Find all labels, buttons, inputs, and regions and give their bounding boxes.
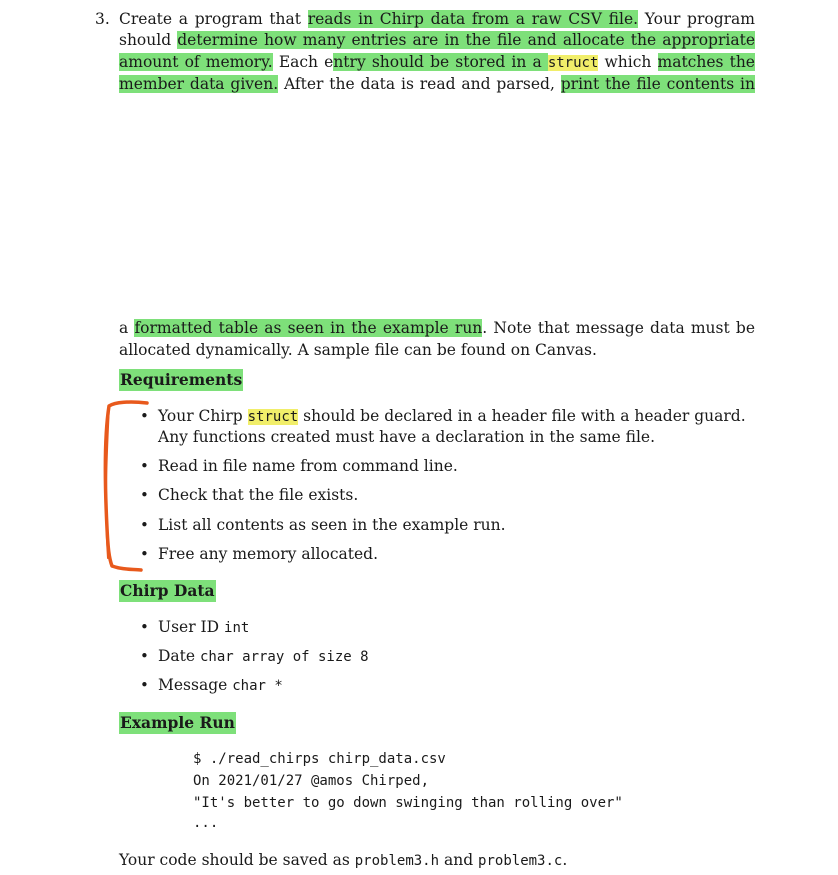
requirements-heading: Requirements	[120, 370, 243, 389]
requirement-item-5: Free any memory allocated.	[158, 545, 378, 563]
field-message: Message char *	[158, 676, 283, 694]
bullet-icon: •	[140, 545, 149, 563]
requirement-item-1-cont: Any functions created must have a declaration in the same file.	[158, 428, 656, 446]
para1-line4: member data given. After the data is read and parsed, print the file contents in	[119, 75, 755, 93]
example-run-heading: Example Run	[120, 713, 235, 732]
para1-line2: should determine how many entries are in the file and allocate the appropriate	[119, 31, 755, 49]
struct-keyword: struct	[247, 409, 299, 425]
requirement-item-4: List all contents as seen in the example run.	[158, 516, 506, 534]
code-line-1: $ ./read_chirps chirp_data.csv	[193, 751, 446, 767]
bullet-icon: •	[140, 647, 149, 665]
bullet-icon: •	[140, 676, 149, 694]
highlight: reads in Chirp data from a raw CSV file.	[307, 10, 639, 28]
para2-line2: allocated dynamically. A sample file can be found on Canvas.	[119, 341, 597, 359]
footer-note: Your code should be saved as problem3.h and problem3.c.	[119, 851, 568, 869]
code-line-4: ...	[193, 815, 219, 831]
highlight: member data given.	[119, 75, 279, 93]
requirement-item-3: Check that the file exists.	[158, 486, 359, 504]
para1-line3: amount of memory. Each entry should be stored in a struct which matches the	[119, 53, 755, 71]
highlight: matches the	[657, 53, 755, 71]
para2-line1: a formatted table as seen in the example run. Note that message data must be	[119, 319, 756, 337]
requirement-item-1: Your Chirp struct should be declared in a header file with a header guard.	[158, 407, 746, 425]
bullet-icon: •	[140, 618, 149, 636]
code-line-2: On 2021/01/27 @amos Chirped,	[193, 773, 430, 789]
highlight: formatted table as seen in the example run	[134, 319, 483, 337]
bullet-icon: •	[140, 407, 149, 425]
bullet-icon: •	[140, 516, 149, 534]
bullet-icon: •	[140, 486, 149, 504]
filename: problem3.h	[354, 853, 440, 869]
chirp-data-heading: Chirp Data	[120, 581, 215, 600]
struct-keyword: struct	[547, 55, 599, 71]
problem-number: 3.	[95, 10, 110, 28]
field-date: Date char array of size 8	[158, 647, 369, 665]
bullet-icon: •	[140, 457, 149, 475]
para1-line1: Create a program that reads in Chirp data from a raw CSV file. Your program	[119, 10, 755, 28]
highlight: amount of memory.	[119, 53, 273, 71]
highlight: ntry should be stored in a	[333, 53, 548, 71]
requirement-item-2: Read in file name from command line.	[158, 457, 458, 475]
filename: problem3.c	[478, 853, 563, 869]
highlight: determine how many entries are in the file and allocate the appropriate	[177, 31, 755, 49]
highlight: print the file contents in	[560, 75, 755, 93]
field-user-id: User ID int	[158, 618, 250, 636]
code-line-3: "It's better to go down swinging than rolling over"	[193, 795, 623, 811]
